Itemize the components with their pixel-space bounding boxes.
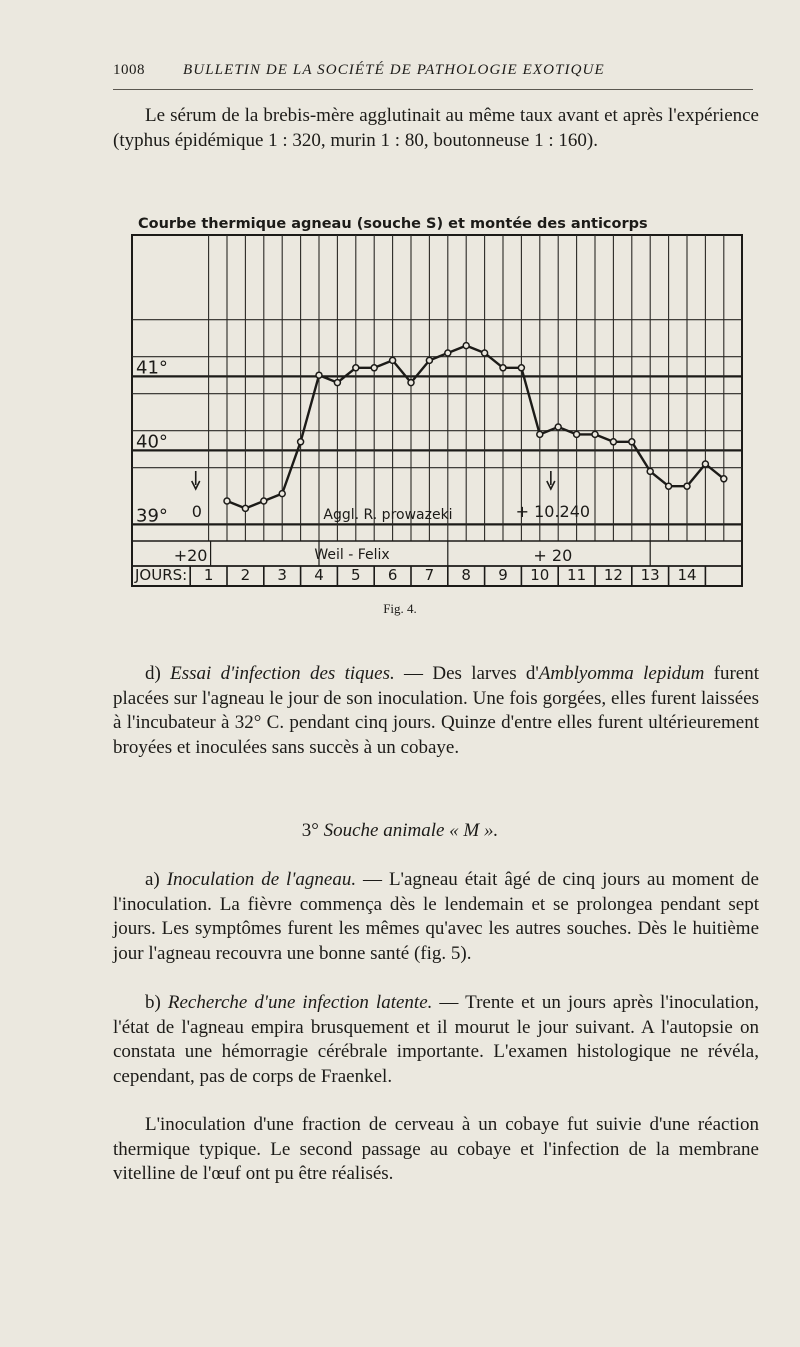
running-title: BULLETIN DE LA SOCIÉTÉ DE PATHOLOGIE EXOTIQUE xyxy=(183,62,605,78)
temperature-point xyxy=(353,365,359,371)
temperature-series xyxy=(224,343,727,512)
section-title: Souche animale « M ». xyxy=(323,820,499,841)
temperature-point xyxy=(518,365,524,371)
paragraph-a-text: — L'agneau était âgé de cinq jours au moment de l'inoculation. La fièvre commença dès le lendemain et se prolongea pendant sept jours. Les symptômes furent les mêmes qu'avec les autres souches. Dès le huitième jour l'agneau recouvra une bonne santé (fig. 5). xyxy=(113,869,759,964)
x-tick-label: 1 xyxy=(203,566,214,584)
temperature-point xyxy=(592,431,598,437)
section-number: 3° xyxy=(301,820,319,841)
temperature-point xyxy=(279,491,285,497)
x-tick-label: 5 xyxy=(351,566,361,584)
paragraph-d-heading: Essai d'infection des tiques. xyxy=(170,663,395,684)
paragraph-d-rest: furent placées sur l'agneau le jour de son inoculation. Une fois gorgées, elles furent laissées à l'incubateur à 32° C. pendant cinq jours. Quinze d'entre elles furent ultérieurement broyées et inoculées sans succès à un cobaye. xyxy=(113,663,760,758)
paragraph-d-species: Amblyomma lepidum xyxy=(538,663,705,684)
x-tick-label: 3 xyxy=(277,566,287,584)
paragraph-b xyxy=(113,991,759,1089)
x-tick-label: 13 xyxy=(640,566,660,584)
temperature-point xyxy=(629,439,635,445)
temperature-point xyxy=(390,357,396,363)
temperature-point xyxy=(445,350,451,356)
x-axis-label: JOURS: xyxy=(135,566,188,584)
x-tick-label: 6 xyxy=(387,566,398,584)
left-arrow-value: 0 xyxy=(191,502,202,521)
x-tick-label: 2 xyxy=(240,566,251,584)
temperature-point xyxy=(482,350,488,356)
right-bottom-value: + 20 xyxy=(533,546,573,565)
temperature-point xyxy=(666,483,672,489)
chart-grid xyxy=(132,235,742,586)
x-tick-label: 7 xyxy=(424,566,435,584)
paragraph-b-label: b) xyxy=(145,992,161,1013)
y-tick-label: 41° xyxy=(136,357,168,379)
x-axis-row xyxy=(134,566,697,584)
temperature-point xyxy=(684,483,690,489)
temperature-point xyxy=(555,424,561,430)
left-bottom-value: +20 xyxy=(173,546,208,565)
x-tick-label: 14 xyxy=(677,566,697,584)
chart-title: Courbe thermique agneau (souche S) et montée des anticorps xyxy=(138,216,648,232)
y-tick-label: 40° xyxy=(136,431,168,453)
paragraph-d-text: — Des larves d' xyxy=(394,663,539,684)
chart-annotations xyxy=(174,471,590,565)
temperature-point xyxy=(298,439,304,445)
x-tick-label: 8 xyxy=(461,566,471,584)
temperature-point xyxy=(702,461,708,467)
page-header xyxy=(113,62,753,82)
paragraph-d-label: d) xyxy=(145,663,161,684)
paragraph-a xyxy=(113,868,759,966)
temperature-point xyxy=(463,343,469,349)
temperature-point xyxy=(261,498,267,504)
temperature-point xyxy=(647,468,653,474)
paragraph-a-label: a) xyxy=(145,869,160,890)
x-tick-label: 9 xyxy=(498,566,508,584)
paragraph-b-text: — Trente et un jours après l'inoculation, l'état de l'agneau empira brusquement et il mourut le jour suivant. A l'autopsie on constata une hémorragie cérébrale importante. L'examen histologique ne révéla, cependant, pas de corps de Fraenkel. xyxy=(113,992,759,1087)
x-tick-label: 11 xyxy=(567,566,587,584)
temperature-point xyxy=(426,357,432,363)
temperature-point xyxy=(408,380,414,386)
header-rule xyxy=(113,89,753,90)
paragraph-last: L'inoculation d'une fraction de cerveau à un cobaye fut suivie d'une réaction thermique typique. Le second passage au cobaye et l'infection de la membrane vitelline de l'œuf ont pu être réalisés. xyxy=(113,1114,759,1184)
y-tick-labels xyxy=(136,357,168,526)
temperature-point xyxy=(574,431,580,437)
paragraph-a-heading: Inoculation de l'agneau. xyxy=(166,869,357,890)
x-tick-label: 10 xyxy=(530,566,550,584)
y-tick-label: 39° xyxy=(136,505,168,527)
paragraph-d xyxy=(113,662,759,760)
temperature-chart xyxy=(120,208,760,593)
section-heading xyxy=(0,820,800,842)
center-top-label: Aggl. R. prowazeki xyxy=(323,507,453,523)
temperature-point xyxy=(334,380,340,386)
temperature-point xyxy=(224,498,230,504)
x-tick-label: 12 xyxy=(603,566,623,584)
intro-paragraph: Le sérum de la brebis-mère agglutinait au même taux avant et après l'expérience (typhus épidémique 1 : 320, murin 1 : 80, boutonneuse 1 : 160). xyxy=(113,105,759,151)
temperature-line xyxy=(227,346,724,509)
temperature-point xyxy=(610,439,616,445)
temperature-point xyxy=(537,431,543,437)
figure-caption: Fig. 4. xyxy=(383,601,417,616)
right-top-value: + 10.240 xyxy=(515,502,591,521)
paragraph-b-heading: Recherche d'une infection latente. xyxy=(167,992,433,1013)
temperature-point xyxy=(721,476,727,482)
temperature-point xyxy=(242,505,248,511)
page-number: 1008 xyxy=(113,62,145,78)
center-bottom-label: Weil - Felix xyxy=(314,547,390,563)
x-tick-label: 4 xyxy=(314,566,324,584)
temperature-point xyxy=(316,372,322,378)
temperature-point xyxy=(371,365,377,371)
temperature-point xyxy=(500,365,506,371)
